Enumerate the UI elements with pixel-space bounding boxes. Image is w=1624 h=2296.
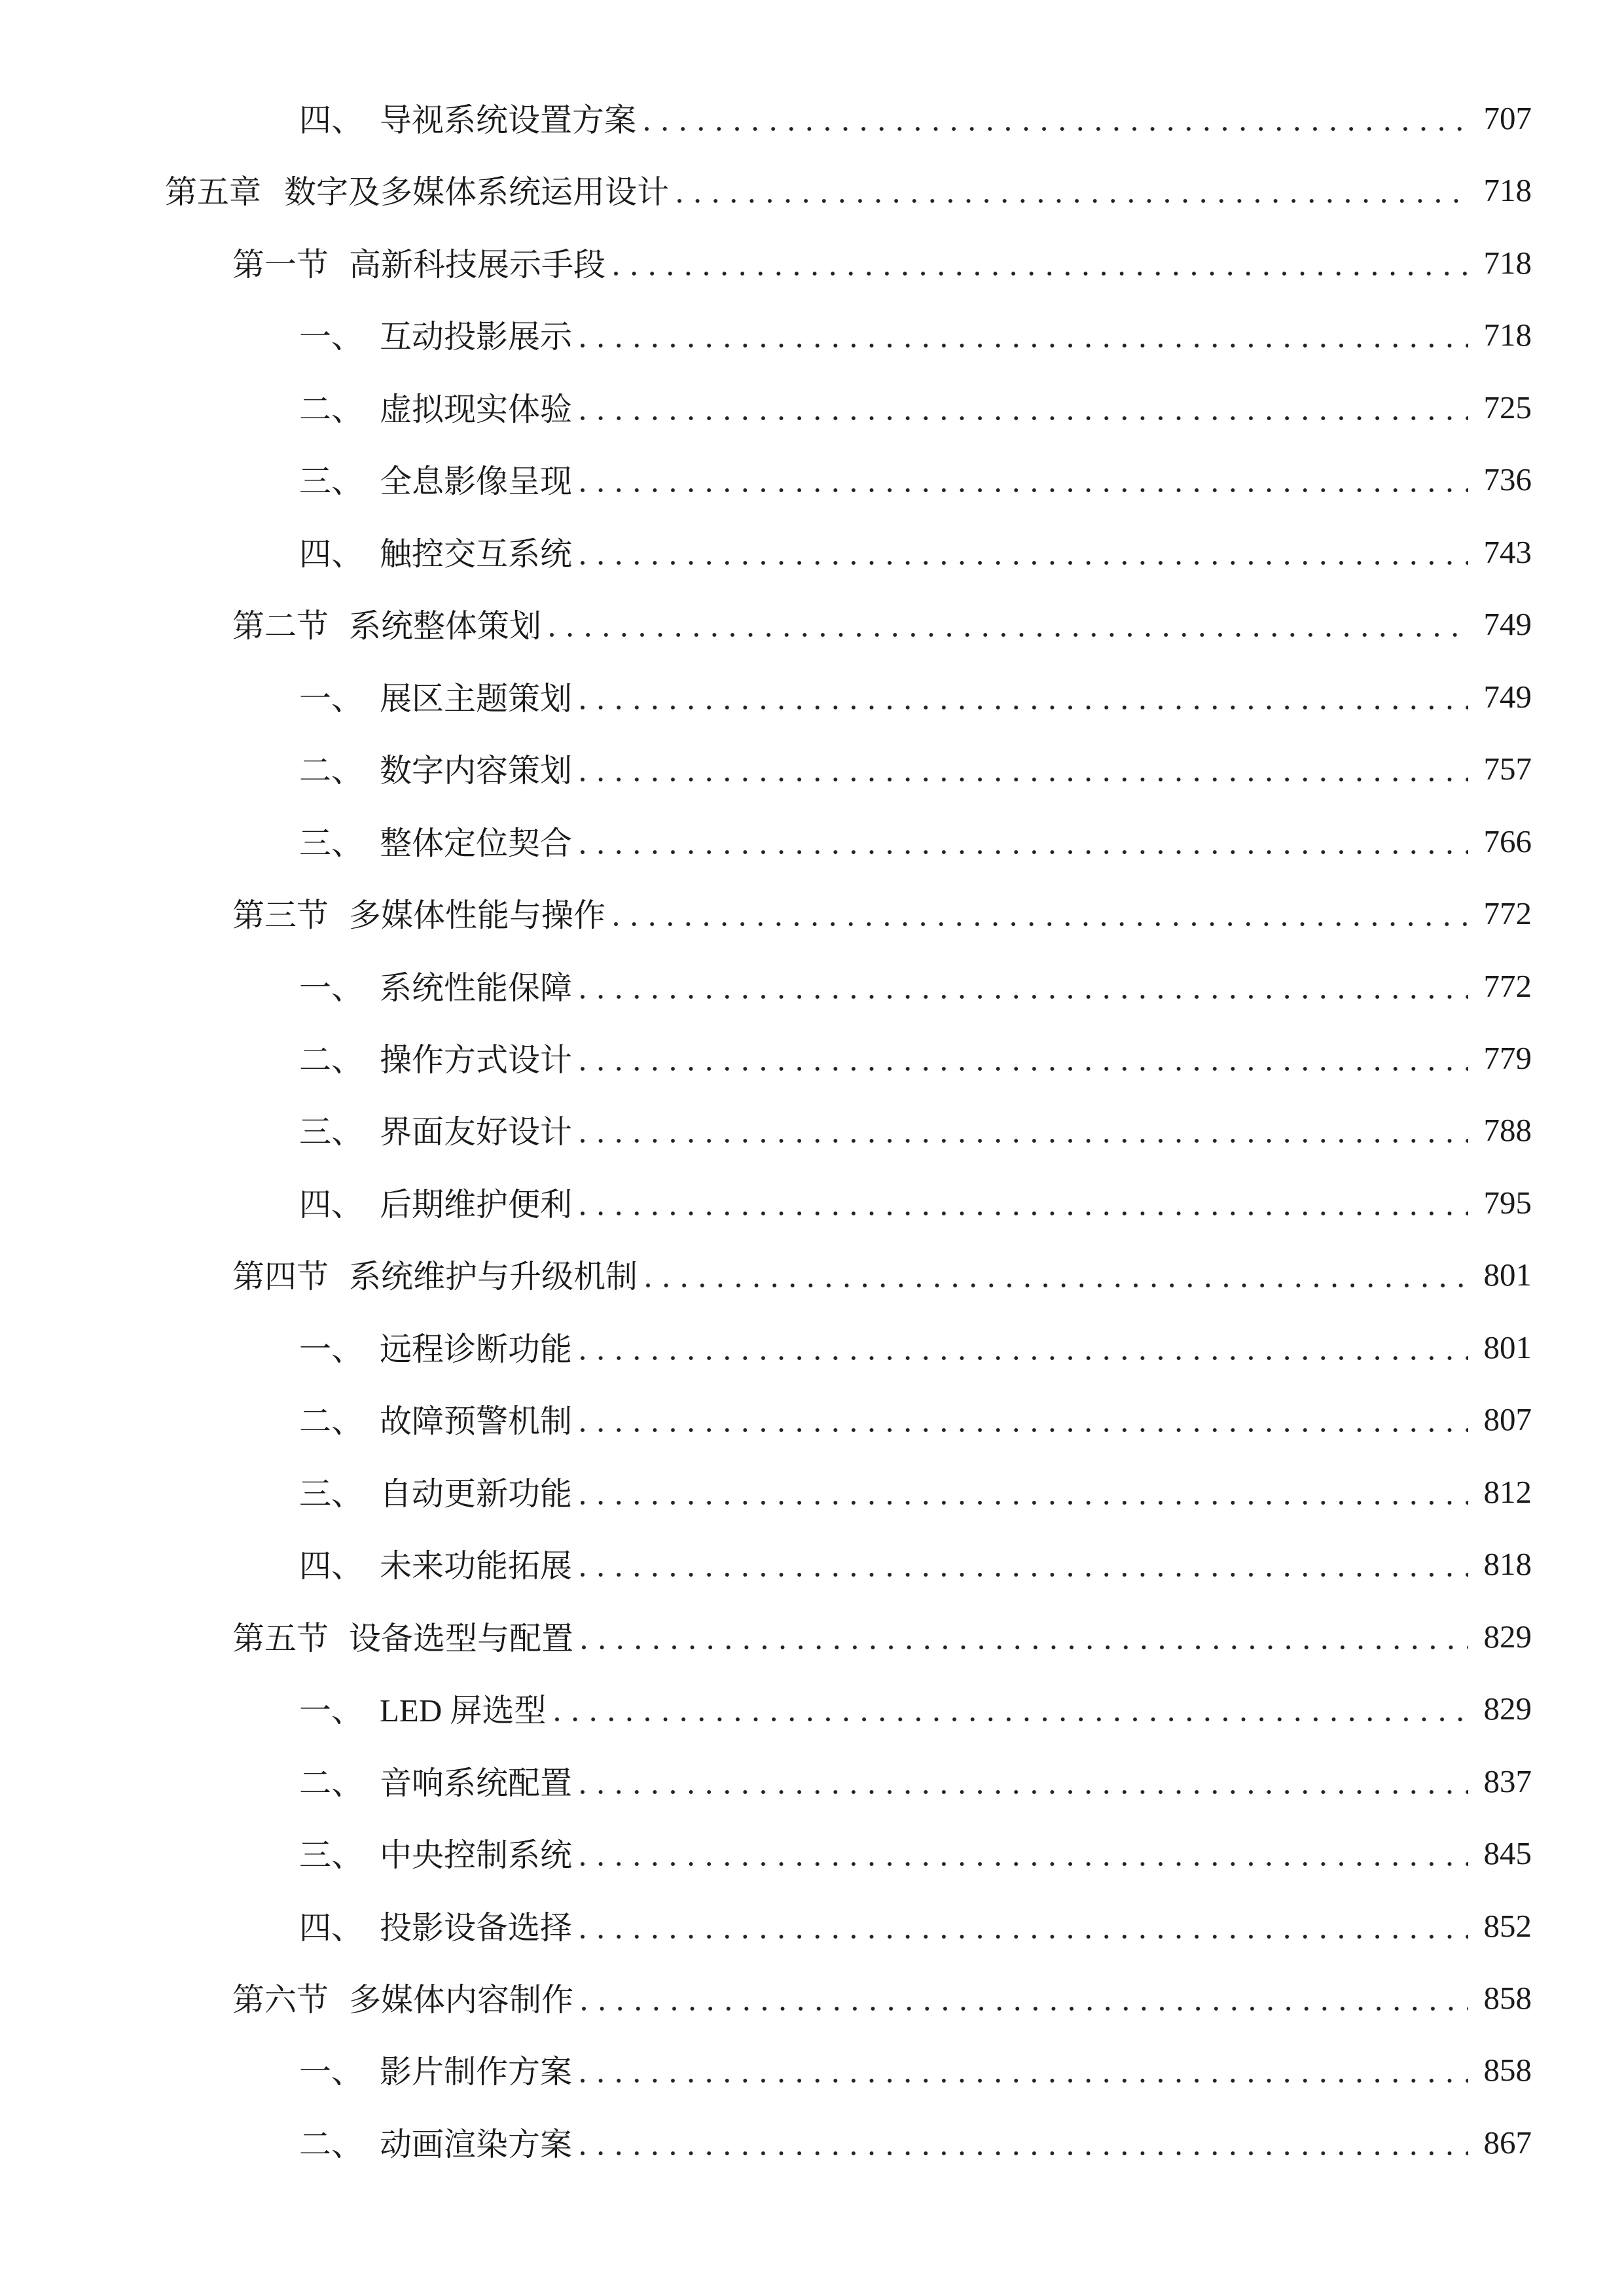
item-number: 一、	[299, 319, 364, 355]
dot-leader	[580, 1643, 1468, 1651]
item-number: 三、	[299, 463, 364, 499]
toc-entry-item	[299, 2034, 1532, 2106]
item-title: 整体定位契合	[380, 825, 573, 861]
dot-leader	[579, 486, 1468, 494]
toc-entry-item	[299, 1817, 1532, 1889]
toc-entry-item	[299, 732, 1532, 804]
dot-leader	[548, 631, 1468, 639]
item-title: 自动更新功能	[380, 1476, 573, 1512]
item-title: 音响系统配置	[380, 1765, 573, 1801]
toc-entry-item	[299, 371, 1532, 443]
item-title: 投影设备选择	[380, 1910, 573, 1946]
section-title: 系统整体策划	[349, 608, 542, 644]
toc-entry-section	[232, 588, 1532, 660]
dot-leader	[579, 776, 1468, 783]
toc-entry-section	[232, 226, 1532, 298]
dot-leader	[553, 1715, 1468, 1723]
section-number: 第六节	[232, 1982, 329, 2018]
toc-entry-item	[299, 660, 1532, 732]
section-number: 第三节	[232, 897, 329, 933]
dot-leader	[676, 197, 1468, 205]
item-title: LED 屏选型	[380, 1693, 547, 1729]
toc-entry-item	[299, 1456, 1532, 1528]
section-number: 第四节	[232, 1259, 329, 1295]
dot-leader	[579, 1788, 1468, 1796]
dot-leader	[644, 1282, 1468, 1289]
section-title: 多媒体性能与操作	[349, 897, 606, 933]
item-number: 二、	[299, 391, 364, 427]
page-number: 858	[1483, 1979, 1532, 2016]
page-number: 852	[1483, 1907, 1532, 1944]
dot-leader	[579, 1933, 1468, 1941]
page-number: 867	[1483, 2124, 1532, 2161]
item-title: 未来功能拓展	[380, 1548, 573, 1584]
toc-entry-item	[299, 1528, 1532, 1600]
page-number: 812	[1483, 1473, 1532, 1510]
page-number: 718	[1483, 171, 1532, 208]
page-number: 858	[1483, 2051, 1532, 2088]
section-title: 高新科技展示手段	[349, 247, 606, 283]
dot-leader	[643, 125, 1468, 133]
item-title: 中央控制系统	[380, 1837, 573, 1873]
page-number: 788	[1483, 1111, 1532, 1148]
item-number: 一、	[299, 2054, 364, 2090]
toc-entry-item	[299, 1094, 1532, 1166]
item-number: 一、	[299, 1693, 364, 1729]
page-number: 801	[1483, 1256, 1532, 1293]
item-title: 系统性能保障	[380, 970, 573, 1006]
page-number: 807	[1483, 1401, 1532, 1437]
dot-leader	[579, 848, 1468, 856]
dot-leader	[580, 2005, 1468, 2013]
dot-leader	[579, 1499, 1468, 1507]
toc-entry-item	[299, 805, 1532, 877]
toc-entry-item	[299, 1745, 1532, 1817]
section-number: 第一节	[232, 247, 329, 283]
item-title: 后期维护便利	[380, 1187, 573, 1223]
item-number: 一、	[299, 1331, 364, 1367]
page-number: 718	[1483, 316, 1532, 353]
item-number: 三、	[299, 1476, 364, 1512]
item-title: 远程诊断功能	[380, 1331, 573, 1367]
toc-entry-item	[299, 82, 1532, 154]
dot-leader	[579, 559, 1468, 567]
page-number: 829	[1483, 1618, 1532, 1655]
dot-leader	[579, 1860, 1468, 1868]
page-number: 757	[1483, 750, 1532, 787]
dot-leader	[579, 704, 1468, 711]
chapter-title: 数字及多媒体系统运用设计	[284, 174, 670, 210]
toc-entry-item	[299, 2106, 1532, 2178]
dot-leader	[612, 920, 1468, 928]
item-title: 数字内容策划	[380, 753, 573, 789]
dot-leader	[579, 342, 1468, 350]
item-number: 四、	[299, 536, 364, 572]
item-title: 影片制作方案	[380, 2054, 573, 2090]
item-number: 一、	[299, 970, 364, 1006]
dot-leader	[612, 270, 1468, 278]
item-number: 三、	[299, 1114, 364, 1150]
toc-entry-item	[299, 1022, 1532, 1094]
page-number: 845	[1483, 1835, 1532, 1871]
toc-entry-item	[299, 1383, 1532, 1455]
item-title: 故障预警机制	[380, 1403, 573, 1439]
toc-entry-item	[299, 1890, 1532, 1962]
item-title: 操作方式设计	[380, 1042, 573, 1078]
page-number: 707	[1483, 99, 1532, 136]
page-number: 718	[1483, 244, 1532, 281]
section-number: 第五节	[232, 1621, 329, 1657]
toc-entry-item	[299, 1672, 1532, 1744]
toc-entry-item	[299, 950, 1532, 1022]
item-title: 互动投影展示	[380, 319, 573, 355]
toc-entry-item	[299, 443, 1532, 515]
item-title: 导视系统设置方案	[380, 102, 637, 138]
item-number: 三、	[299, 825, 364, 861]
dot-leader	[579, 1426, 1468, 1434]
dot-leader	[579, 2077, 1468, 2085]
chapter-number: 第五章	[165, 174, 262, 210]
toc-entry-section	[232, 1238, 1532, 1310]
dot-leader	[579, 1354, 1468, 1362]
item-number: 四、	[299, 102, 364, 138]
page-number: 837	[1483, 1763, 1532, 1799]
page-number: 736	[1483, 461, 1532, 497]
section-title: 系统维护与升级机制	[349, 1259, 638, 1295]
item-number: 三、	[299, 1837, 364, 1873]
page-number: 749	[1483, 678, 1532, 715]
page-number: 795	[1483, 1184, 1532, 1221]
item-number: 二、	[299, 1403, 364, 1439]
item-number: 二、	[299, 1765, 364, 1801]
dot-leader	[579, 1210, 1468, 1217]
item-title: 虚拟现实体验	[380, 391, 573, 427]
dot-leader	[579, 414, 1468, 422]
toc-entry-item	[299, 1311, 1532, 1383]
item-number: 一、	[299, 681, 364, 717]
page-number: 772	[1483, 895, 1532, 931]
page-number: 766	[1483, 823, 1532, 859]
page-number: 818	[1483, 1545, 1532, 1582]
toc-entry-item	[299, 1166, 1532, 1238]
dot-leader	[579, 2149, 1468, 2157]
toc-entry-section	[232, 1962, 1532, 2034]
item-number: 二、	[299, 2126, 364, 2162]
item-number: 二、	[299, 1042, 364, 1078]
item-title: 全息影像呈现	[380, 463, 573, 499]
page-number: 725	[1483, 389, 1532, 425]
toc-entry-chapter	[165, 154, 1532, 226]
item-number: 二、	[299, 753, 364, 789]
page-number: 749	[1483, 605, 1532, 642]
dot-leader	[579, 993, 1468, 1001]
page-number: 801	[1483, 1329, 1532, 1365]
toc-entry-item	[299, 298, 1532, 370]
item-title: 展区主题策划	[380, 681, 573, 717]
dot-leader	[579, 1065, 1468, 1073]
section-title: 多媒体内容制作	[349, 1982, 574, 2018]
dot-leader	[579, 1137, 1468, 1145]
item-title: 触控交互系统	[380, 536, 573, 572]
toc-entry-section	[232, 1600, 1532, 1672]
toc-entry-item	[299, 516, 1532, 588]
item-number: 四、	[299, 1548, 364, 1584]
dot-leader	[579, 1571, 1468, 1579]
section-title: 设备选型与配置	[349, 1621, 574, 1657]
page-number: 772	[1483, 967, 1532, 1004]
item-title: 界面友好设计	[380, 1114, 573, 1150]
page-number: 779	[1483, 1039, 1532, 1076]
section-number: 第二节	[232, 608, 329, 644]
item-title: 动画渲染方案	[380, 2126, 573, 2162]
page-number: 743	[1483, 533, 1532, 570]
page-number: 829	[1483, 1690, 1532, 1727]
toc-entry-section	[232, 877, 1532, 949]
item-number: 四、	[299, 1187, 364, 1223]
item-number: 四、	[299, 1910, 364, 1946]
